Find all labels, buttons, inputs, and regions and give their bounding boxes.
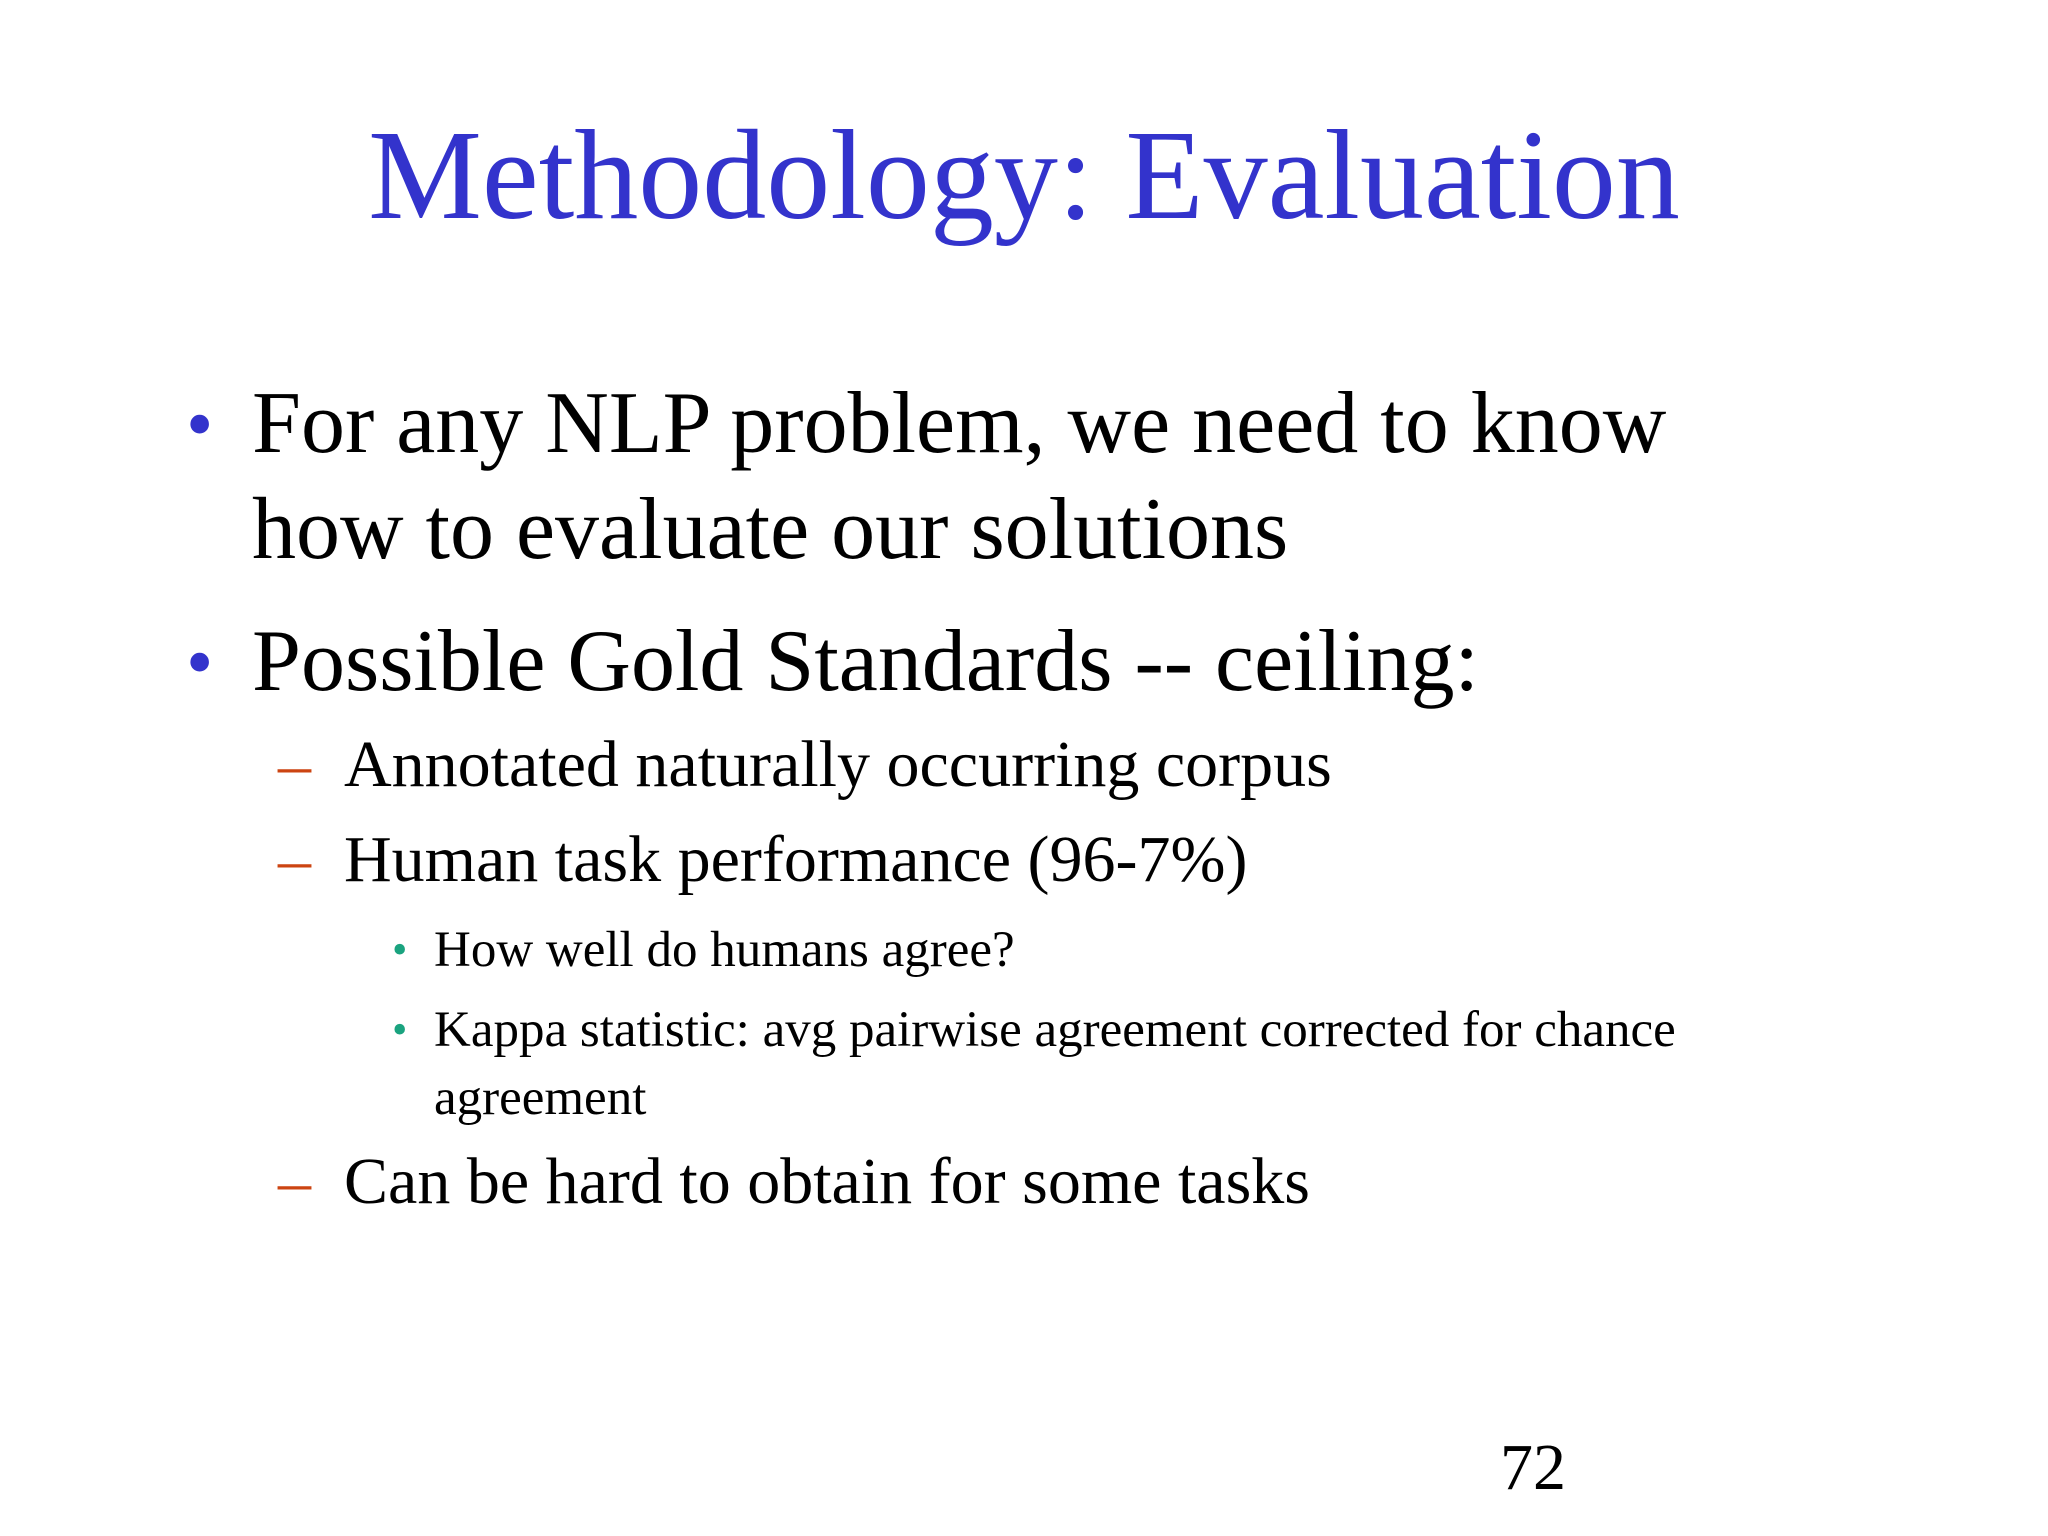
bullet-item: [186, 371, 1886, 583]
bullet-text-line: how to evaluate our solutions: [252, 481, 1289, 578]
dash-marker: –: [278, 823, 311, 896]
dash-marker: –: [278, 728, 311, 801]
sub-sub-bullet-item: [392, 916, 1892, 984]
sub-bullet-item: [278, 820, 1878, 900]
bullet-marker: •: [392, 1005, 408, 1054]
sub-sub-bullet-text: How well do humans agree?: [434, 922, 1015, 978]
bullet-text-line: Possible Gold Standards -- ceiling:: [252, 613, 1479, 710]
sub-bullet-item: [278, 1142, 1878, 1222]
sub-bullet-text: Annotated naturally occurring corpus: [344, 728, 1332, 801]
bullet-marker: •: [392, 925, 408, 974]
bullet-marker: •: [186, 380, 214, 467]
bullet-item: [186, 609, 1886, 715]
sub-sub-bullet-text: Kappa statistic: avg pairwise agreement corrected for chance: [434, 1002, 1676, 1058]
bullet-text-line: For any NLP problem, we need to know: [252, 375, 1667, 472]
sub-sub-bullet-item: [392, 996, 1952, 1132]
sub-bullet-item: [278, 725, 1878, 805]
sub-bullet-text: Human task performance (96-7%): [344, 823, 1248, 896]
page-number: 72: [1500, 1431, 1566, 1504]
sub-sub-bullet-text: agreement: [434, 1070, 647, 1126]
dash-marker: –: [278, 1145, 311, 1218]
slide-title: Methodology: Evaluation: [368, 104, 1680, 246]
bullet-marker: •: [186, 618, 214, 705]
sub-bullet-text: Can be hard to obtain for some tasks: [344, 1145, 1310, 1218]
